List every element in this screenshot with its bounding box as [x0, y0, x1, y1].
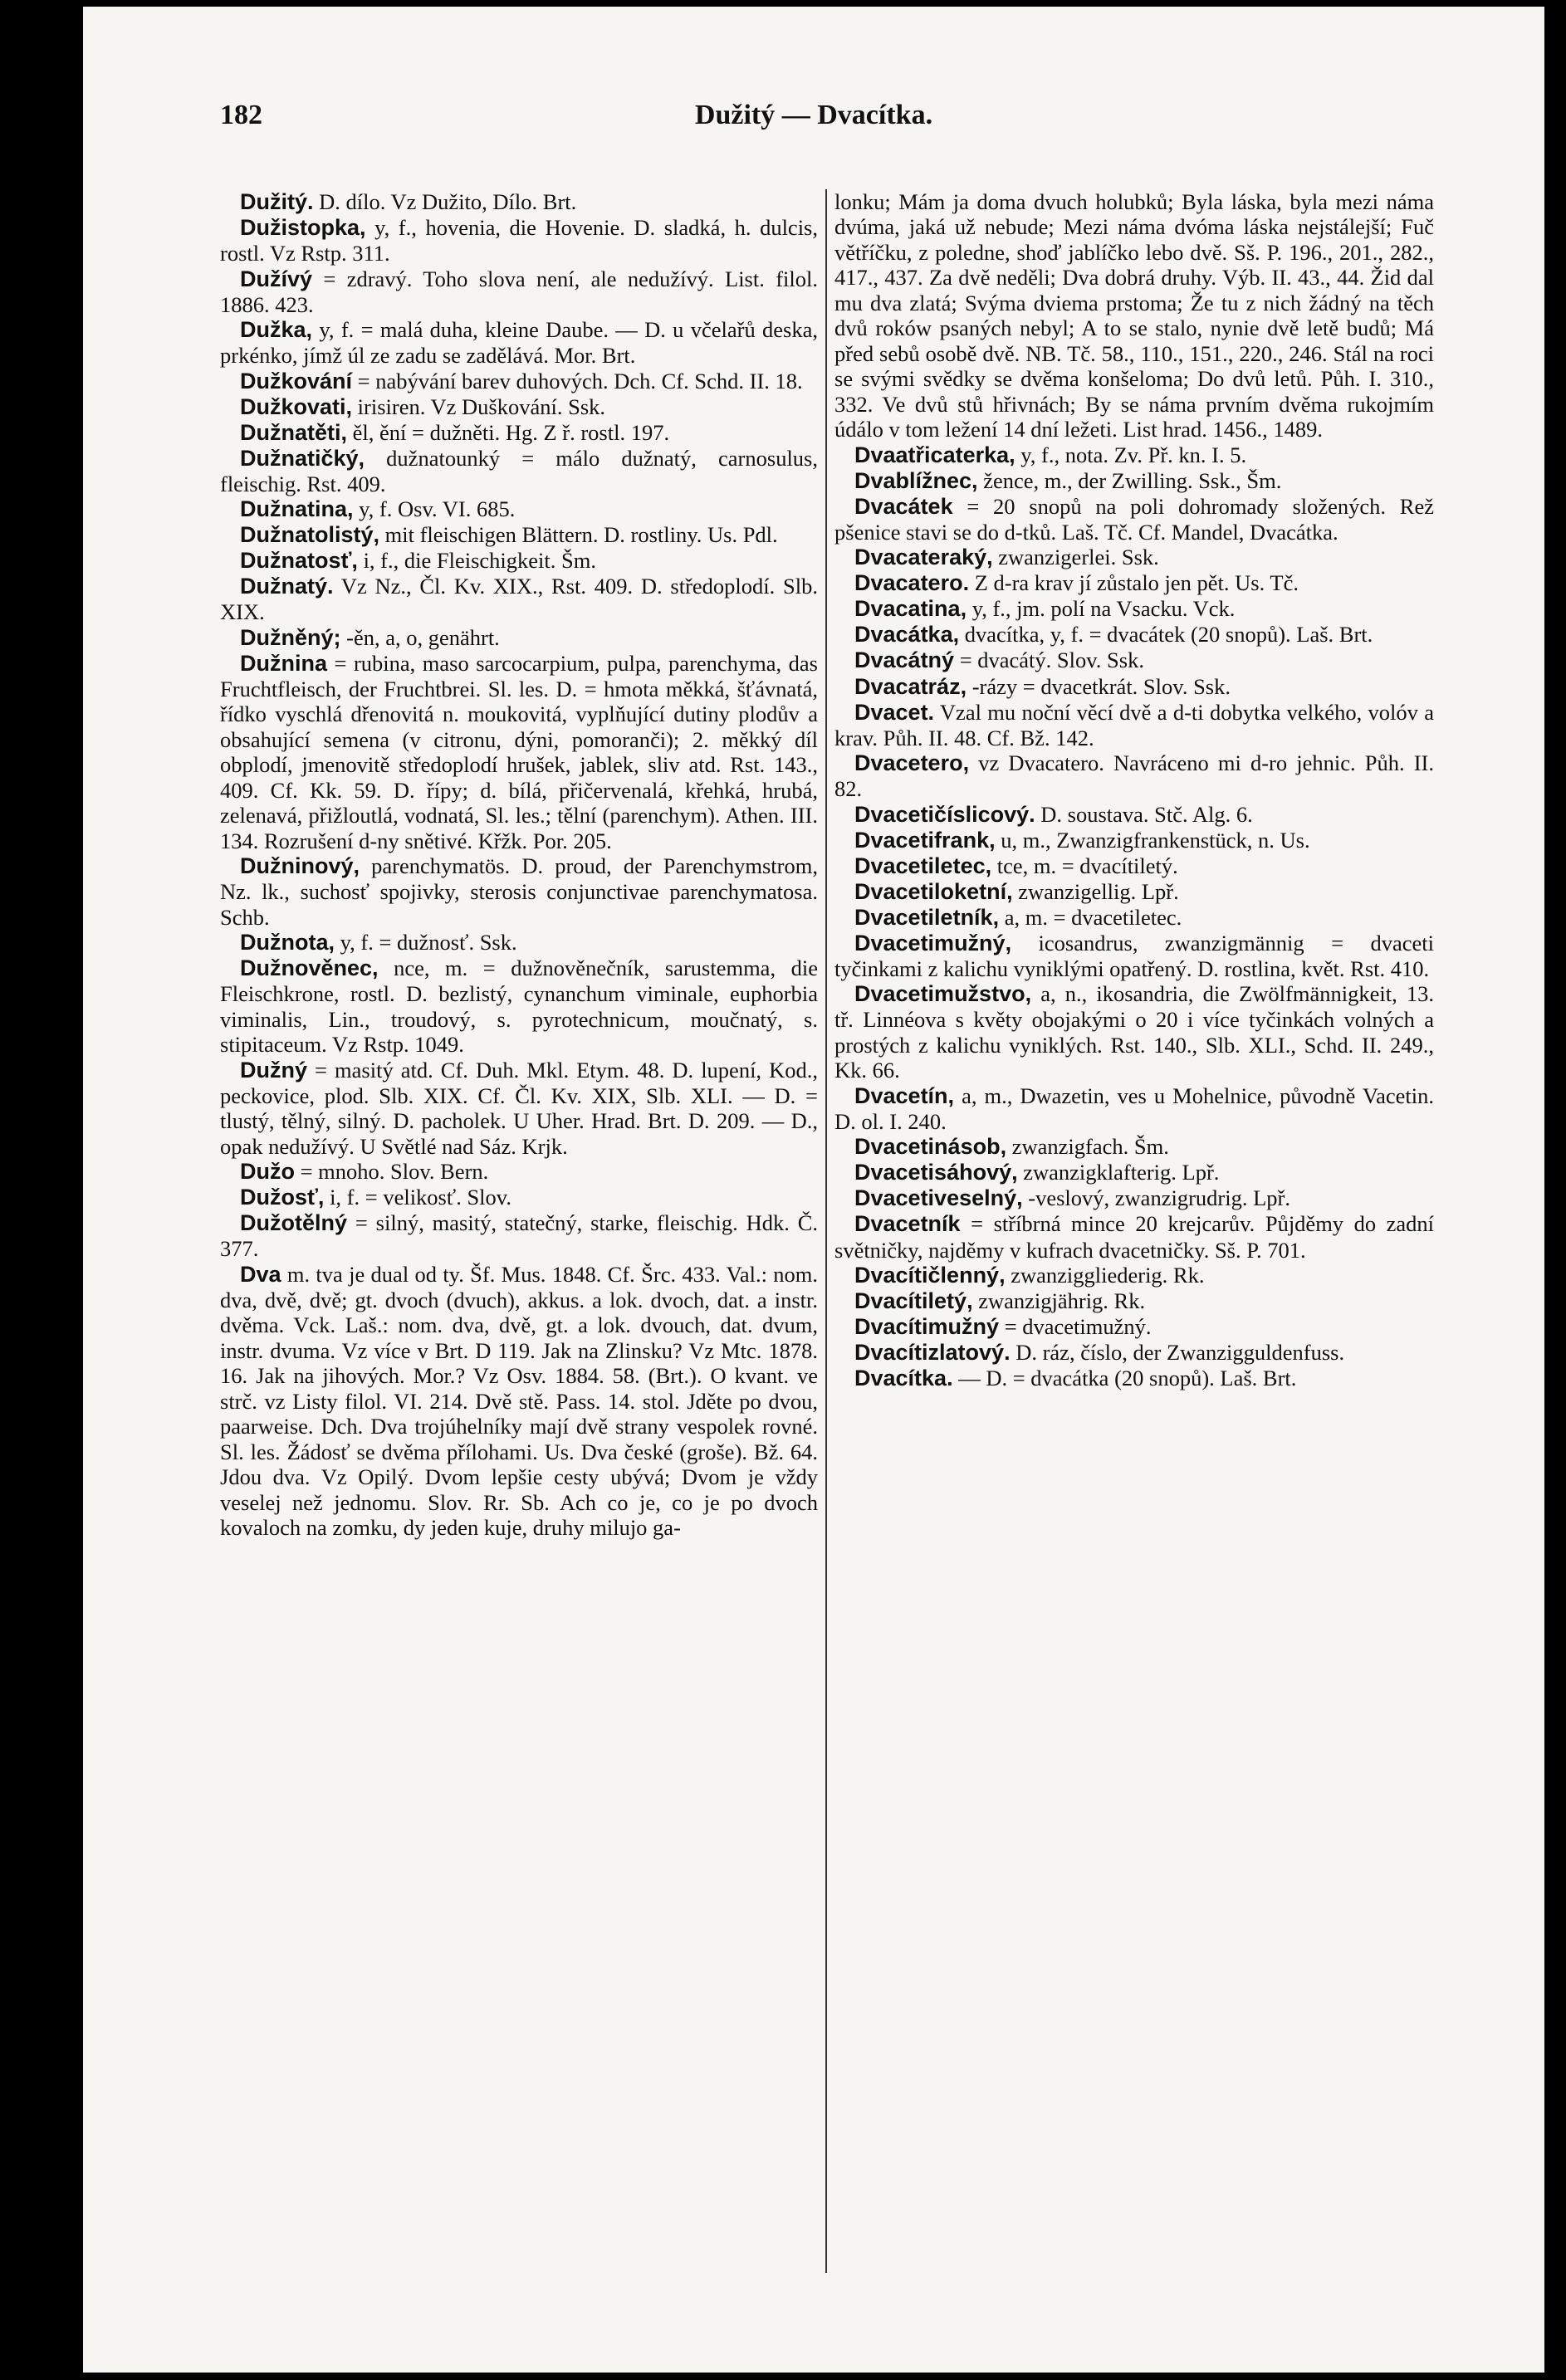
entry-headword: Dužnota,	[240, 930, 335, 955]
entry-headword: Dvacetimužný,	[854, 930, 1012, 955]
entry-text: parenchymatös. D. proud, der Parenchymstrom, Nz. lk., suchosť spojivky, sterosis conjunctivae parenchymatosa. Schb.	[220, 853, 818, 930]
entry-text: y, f. = malá duha, kleine Daube. — D. u včelařů deska, prkénko, jímž úl ze zadu se zadělává. Mor. Brt.	[220, 317, 818, 369]
dictionary-entry	[834, 931, 1434, 982]
entry-text: žence, m., der Zwilling. Ssk., Šm.	[977, 467, 1282, 493]
entry-text: zwanzigklafterig. Lpř.	[1017, 1160, 1220, 1185]
entry-text: = stříbrná mince 20 krejcarův. Půjděmy do zadní světničky, najděmy v kufrach dvacetničky. Sš. P. 701.	[834, 1211, 1434, 1263]
entry-text: dužnatounký = málo dužnatý, carnosulus, fleischig. Rst. 409.	[220, 445, 818, 496]
dictionary-entry	[834, 700, 1434, 751]
entry-headword: Dvacátný	[854, 648, 955, 673]
entry-text: = rubina, maso sarcocarpium, pulpa, parenchyma, das Fruchtfleisch, der Fruchtbrei. Sl. les. D. = hmota měkká, šťávnatá, řídko vyschlá dřenovitá n. moukovitá, vyplňující dutiny plodův a obsahující semena (v citronu, dýni, pomoranči); 2. měkký díl obplodí, jmenovitě středoplodí hrušek, jablek, sliv atd. Rst. 143., 409. Cf. Kk. 59. D. řípy; d. bílá, přičervenalá, křehká, hrubá, zelenavá, přižloutlá, vodnatá, Sl. les.; tělní (parenchym). Athen. III. 134. Rozrušení d-ny snětivé. Křžk. Por. 205.	[220, 650, 818, 853]
entry-headword: Dvacátka,	[854, 622, 960, 648]
dictionary-entry	[834, 905, 1434, 931]
entry-text: a, m., Dwazetin, ves u Mohelnice, původně Vacetin. D. ol. I. 240.	[834, 1082, 1434, 1134]
dictionary-entry	[834, 1134, 1434, 1160]
entry-text: zwanzigellig. Lpř.	[1012, 878, 1179, 904]
entry-headword: Dužněný;	[240, 624, 341, 650]
dictionary-entry	[834, 1083, 1434, 1135]
dictionary-entry	[220, 955, 818, 1057]
entry-headword: Dvacatráz,	[854, 673, 967, 699]
entry-text: a, n., ikosandria, die Zwölfmännigkeit, 13. tř. Linnéova s květy obojakými o 20 i více tyčinkách volných a prostých z kalichu vyniklých. Rst. 140., Slb. XLI., Schd. II. 249., Kk. 66.	[834, 981, 1434, 1083]
dictionary-entry	[220, 446, 818, 497]
entry-text: zwanziggliederig. Rk.	[1005, 1262, 1205, 1288]
dictionary-entry	[220, 317, 818, 369]
entry-headword: Dužnatolistý,	[240, 522, 380, 548]
entry-headword: Dvacetiletec,	[854, 853, 992, 878]
dictionary-entry	[220, 930, 818, 955]
dictionary-entry	[834, 622, 1434, 648]
entry-text: Vzal mu noční věcí dvě a d-ti dobytka velkého, volóv a krav. Půh. II. 48. Cf. Bž. 142.	[834, 699, 1434, 750]
dictionary-entry	[834, 1160, 1434, 1185]
page-header	[83, 100, 1544, 149]
dictionary-entry	[220, 496, 818, 522]
column-divider	[825, 189, 827, 2273]
dictionary-entry	[220, 1262, 818, 1541]
entry-headword: Dvacetero,	[854, 750, 970, 776]
entry-headword: Dvacetiveselný,	[854, 1185, 1023, 1211]
entry-headword: Dvaatřicaterka,	[854, 442, 1015, 467]
entry-text: D. ráz, číslo, der Zwanzigguldenfuss.	[1010, 1340, 1345, 1366]
dictionary-entry	[834, 1263, 1434, 1288]
entry-headword: Dvacet.	[854, 699, 935, 725]
entry-headword: Dvacatero.	[854, 570, 970, 596]
entry-text: icosandrus, zwanzigmännig = dvaceti tyčinkami z kalichu vyniklými opatřený. D. rostlina, květ. Rst. 410.	[834, 930, 1434, 981]
dictionary-entry	[834, 1288, 1434, 1314]
entry-headword: Dužnatosť,	[240, 548, 358, 574]
entry-text: Z d-ra krav jí zůstalo jen pět. Us. Tč.	[969, 570, 1299, 596]
dictionary-entry	[220, 215, 818, 266]
dictionary-entry	[220, 625, 818, 651]
entry-headword: Dvacetisáhový,	[854, 1160, 1018, 1185]
dictionary-entry	[220, 1058, 818, 1159]
entry-headword: Dvacítizlatový.	[854, 1340, 1011, 1366]
entry-headword: Dužosť,	[240, 1185, 325, 1210]
entry-headword: Dvacetiletník,	[854, 904, 1000, 930]
entry-text: = nabývání barev duhových. Dch. Cf. Schd. II. 18.	[352, 368, 803, 393]
entry-headword: Dužný	[240, 1057, 307, 1082]
entry-text: zwanzigerlei. Ssk.	[992, 545, 1159, 570]
entry-headword: Dužnatina,	[240, 496, 354, 522]
dictionary-entry	[220, 189, 818, 215]
entry-text: zwanzigfach. Šm.	[1006, 1134, 1169, 1160]
entry-text: i, f. = velikosť. Slov.	[324, 1185, 511, 1210]
entry-text: y, f. Osv. VI. 685.	[353, 496, 516, 522]
entry-text: = masitý atd. Cf. Duh. Mkl. Etym. 48. D. lupení, Kod., peckovice, plod. Slb. XIX. Cf. Čl. Kv. XIX, Slb. XLI. — D. = tlustý, tělný, silný. D. pacholek. U Uher. Hrad. Brt. D. 209. — D., opak nedužívý. U Světlé nad Sáz. Krjk.	[220, 1057, 818, 1159]
dictionary-entry	[834, 802, 1434, 828]
entry-headword: Dužnina	[240, 650, 327, 676]
entry-text: = dvacátý. Slov. Ssk.	[954, 648, 1144, 673]
entry-text: dvacítka, y, f. = dvacátek (20 snopů). Laš. Brt.	[959, 622, 1373, 648]
entry-headword: Dvacetifrank,	[854, 827, 996, 853]
entry-headword: Dužkovati,	[240, 393, 353, 419]
dictionary-entry	[220, 420, 818, 446]
entry-headword: Dvacateraký,	[854, 545, 993, 570]
dictionary-entry	[834, 853, 1434, 879]
entry-text: = dvacetimužný.	[999, 1314, 1152, 1340]
entry-headword: Dvacítičlenný,	[854, 1262, 1006, 1288]
entry-text: = 20 snopů na poli dohromady složených. Rež pšenice stavi se do d-tků. Laš. Tč. Cf. Mandel, Dvacátka.	[834, 493, 1434, 545]
entry-text: irisiren. Vz Duškování. Ssk.	[352, 393, 606, 419]
entry-text: D. dílo. Vz Dužito, Dílo. Brt.	[313, 189, 577, 214]
entry-text: y, f., hovenia, die Hovenie. D. sladká, h. dulcis, rostl. Vz Rstp. 311.	[220, 215, 818, 266]
dictionary-page	[83, 7, 1544, 2373]
entry-headword: Dvacetník	[854, 1211, 961, 1237]
dictionary-entry	[834, 468, 1434, 494]
entry-text: mit fleischigen Blättern. D. rostliny. Us. Pdl.	[379, 522, 778, 548]
dictionary-entry	[834, 1211, 1434, 1263]
dictionary-entry	[834, 750, 1434, 802]
entry-text: D. soustava. Stč. Alg. 6.	[1035, 801, 1253, 827]
entry-headword: Dvacetimužstvo,	[854, 981, 1032, 1007]
entry-text: m. tva je dual od ty. Šf. Mus. 1848. Cf. Šrc. 433. Val.: nom. dva, dvě, dvě; gt. dvoch (dvuch), akkus. a lok. dvoch, dat. a instr. dvěma. Vck. Laš.: nom. dva, dvě, gt. a lok. dvouch, dat. dvum, instr. dvuma. Vz více v Brt. D 119. Jak na Zlinsku? Vz Mtc. 1878. 16. Jak na jihových. Mor.? Vz Osv. 1884. 58. (Brt.). O kvant. ve strč. vz Listy filol. VI. 214. Dvě stě. Pass. 14. stol. Jděte po dvou, paarweise. Dch. Dva trojúhelníky mají dvě strany vespolek rovné. Sl. les. Žádosť se dvěma přílohami. Us. Dva české (groše). Bž. 64. Jdou dva. Vz Opilý. Dvom lepšie cesty ubývá; Dvom je vždy veselej než jednomu. Slov. Rr. Sb. Ach co je, co je po dvoch kovaloch na zomku, dy jeden kuje, druhy milujo ga-	[220, 1261, 818, 1541]
dictionary-entry	[834, 570, 1434, 596]
dictionary-entry	[834, 442, 1434, 468]
dictionary-entry	[834, 494, 1434, 545]
entry-text: nce, m. = dužnověnečník, sarustemma, die Fleischkrone, rostl. D. bezlistý, cynanchum viminale, euphorbia viminalis, Lin., troudový, s. pyrotechnicum, moučnatý, s. stipitaceum. Vz Rstp. 1049.	[220, 955, 818, 1058]
dictionary-entry	[834, 828, 1434, 853]
entry-text: i, f., die Fleischigkeit. Šm.	[357, 548, 596, 574]
entry-headword: Dužo	[240, 1159, 295, 1185]
dictionary-entry	[220, 1185, 818, 1210]
dictionary-entry	[834, 674, 1434, 700]
dictionary-entry	[834, 545, 1434, 570]
dictionary-entry	[834, 879, 1434, 905]
entry-headword: Dužotělný	[240, 1210, 348, 1236]
entry-text: tce, m. = dvacítiletý.	[991, 853, 1178, 878]
running-head: Dužitý — Dvacítka.	[694, 100, 933, 130]
entry-headword: Dužnatěti,	[240, 419, 348, 445]
entry-headword: Dvacetičíslicový.	[854, 801, 1035, 827]
entry-headword: Dvablížnec,	[854, 467, 978, 493]
entry-text: = silný, masitý, statečný, starke, fleischig. Hdk. Č. 377.	[220, 1210, 818, 1262]
entry-text: vz Dvacatero. Navráceno mi d-ro jehnic. Půh. II. 82.	[834, 750, 1434, 802]
entry-headword: Dužninový,	[240, 853, 360, 879]
entry-headword: Dužnatý.	[240, 574, 334, 599]
entry-text: y, f., nota. Zv. Př. kn. I. 5.	[1015, 442, 1247, 467]
entry-text: y, f. = dužnosť. Ssk.	[335, 930, 517, 955]
entry-headword: Dužitý.	[240, 189, 314, 214]
entry-headword: Dužistopka,	[240, 215, 366, 241]
entry-headword: Dužkování	[240, 368, 353, 393]
dictionary-entry	[834, 1340, 1434, 1366]
page-number: 182	[220, 100, 262, 130]
entry-headword: Dvacetín,	[854, 1082, 955, 1108]
entry-text: zwanzigjährig. Rk.	[972, 1288, 1146, 1314]
dictionary-entry	[220, 266, 818, 318]
entry-headword: Dvacetiloketní,	[854, 878, 1013, 904]
entry-text: — D. = dvacátka (20 snopů). Laš. Brt.	[952, 1366, 1297, 1391]
dictionary-entry	[220, 574, 818, 625]
dictionary-entry	[834, 596, 1434, 622]
entry-headword: Dva	[240, 1261, 281, 1287]
dictionary-entry	[220, 369, 818, 394]
entry-headword: Dužívý	[240, 266, 313, 291]
entry-text: u, m., Zwanzigfrankenstück, n. Us.	[995, 827, 1310, 853]
entry-text: ěl, ění = dužněti. Hg. Z ř. rostl. 197.	[347, 419, 670, 445]
entry-headword: Dvacetinásob,	[854, 1134, 1007, 1160]
entry-headword: Dvacítka.	[854, 1366, 953, 1391]
right-column	[834, 189, 1434, 1391]
entry-headword: Dvacatina,	[854, 596, 967, 622]
left-column	[220, 189, 818, 1541]
entry-text: = zdravý. Toho slova není, ale nedužívý. List. filol. 1886. 423.	[220, 266, 818, 317]
entry-text: = mnoho. Slov. Bern.	[294, 1159, 489, 1185]
dictionary-entry	[834, 1366, 1434, 1391]
entry-headword: Dužnatičký,	[240, 445, 365, 471]
dictionary-entry	[834, 981, 1434, 1082]
dictionary-entry	[834, 189, 1434, 442]
entry-headword: Dužnověnec,	[240, 955, 379, 981]
entry-headword: Dvacítiletý,	[854, 1288, 973, 1314]
dictionary-entry	[220, 1159, 818, 1185]
dictionary-entry	[220, 853, 818, 930]
dictionary-entry	[220, 1210, 818, 1262]
dictionary-entry	[220, 394, 818, 420]
entry-headword: Dvacítimužný	[854, 1314, 1000, 1340]
entry-text: Vz Nz., Čl. Kv. XIX., Rst. 409. D. středoplodí. Slb. XIX.	[220, 574, 818, 625]
dictionary-entry	[220, 548, 818, 574]
entry-headword: Dvacátek	[854, 493, 953, 519]
entry-text: y, f., jm. polí na Vsacku. Vck.	[967, 596, 1236, 622]
entry-text: -rázy = dvacetkrát. Slov. Ssk.	[967, 673, 1231, 699]
dictionary-entry	[220, 522, 818, 548]
dictionary-entry	[834, 1185, 1434, 1211]
dictionary-entry	[834, 1314, 1434, 1340]
entry-text: lonku; Mám ja doma dvuch holubků; Byla láska, byla mezi náma dvúma, jaká už nebude; Mezi náma dvóma láska nejstálejší; Fuč větříčku, z poledne, shoď jablíčko lebo dvě. Sš. P. 196., 201., 282., 417., 437. Za dvě neděli; Dva dobrá druhy. Výb. II. 43., 44. Žid dal mu dva zlatá; Svýma dviema prstoma; Že tu z nich žádný na těch dvů roków psaných nebyl; A to se stalo, nynie dvě letě budů; Má před sebů osobě dvě. NB. Tč. 58., 110., 151., 220., 246. Stál na roci se svými svědky se dvěma konšeloma; Do dvů letů. Půh. I. 310., 332. Ve dvů stů hřivnách; By se náma prvním dvěma rukojmím údálo v tom ležení 14 dní ležeti. List hrad. 1456., 1489.	[834, 189, 1434, 442]
dictionary-entry	[834, 648, 1434, 673]
entry-text: -ěn, a, o, genährt.	[340, 624, 500, 650]
entry-headword: Dužka,	[240, 317, 313, 343]
dictionary-entry	[220, 651, 818, 853]
entry-text: a, m. = dvacetiletec.	[999, 904, 1182, 930]
entry-text: -veslový, zwanzigrudrig. Lpř.	[1022, 1185, 1290, 1211]
